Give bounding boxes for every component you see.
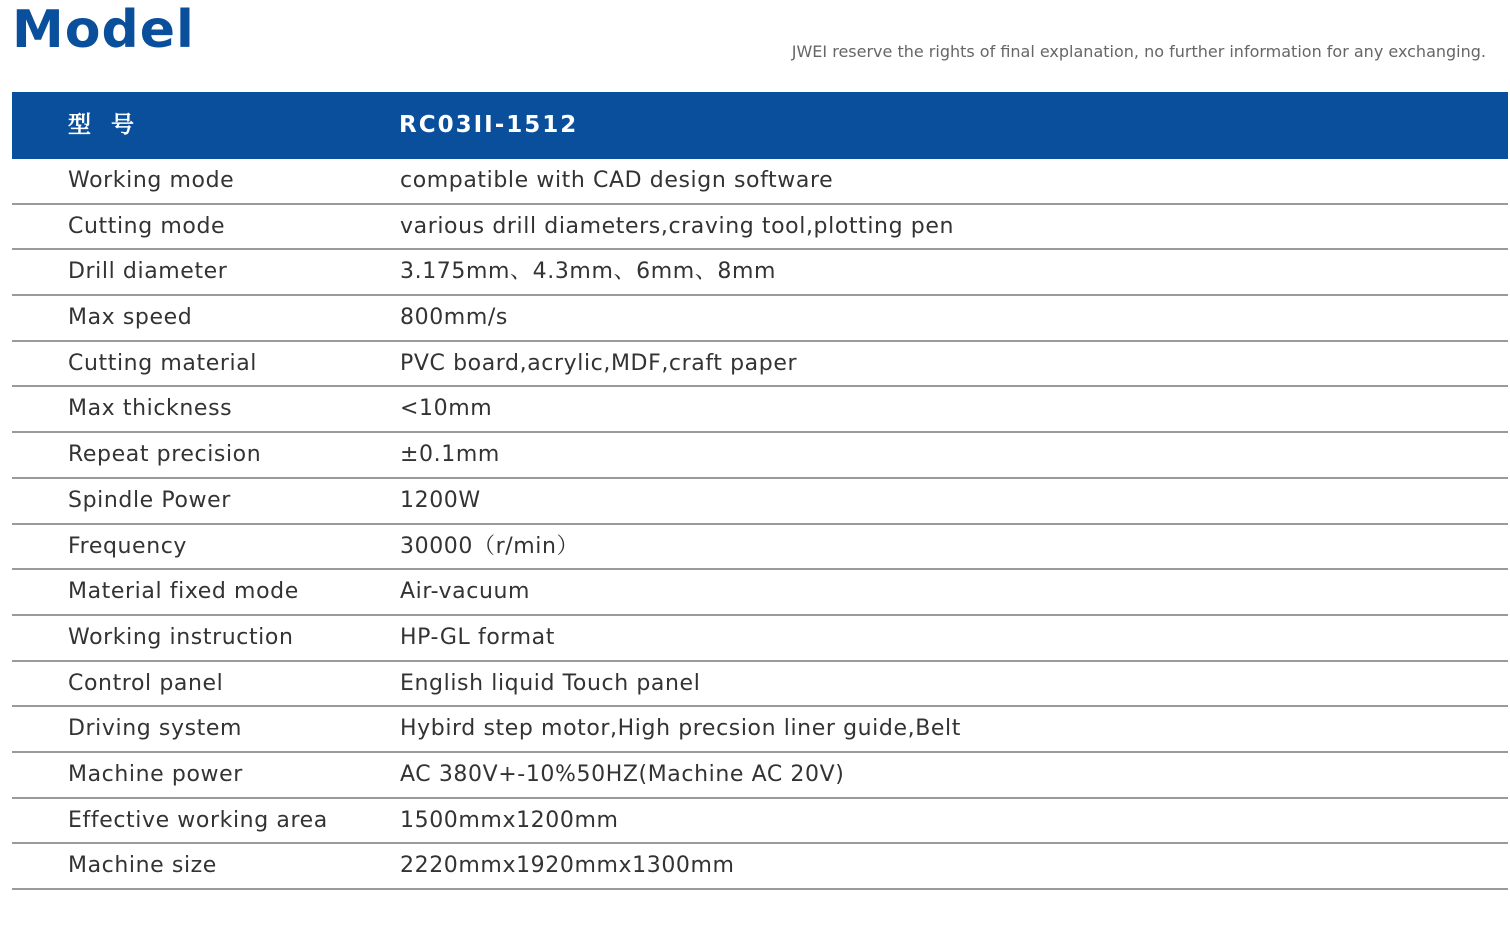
row-value: HP-GL format [400, 624, 555, 650]
row-value: PVC board,acrylic,MDF,craft paper [400, 350, 798, 376]
table-row [12, 433, 1508, 479]
table-row [12, 387, 1508, 433]
table-row [12, 159, 1508, 205]
row-label: Drill diameter [68, 259, 228, 285]
table-row [12, 844, 1508, 890]
row-value: ±0.1mm [400, 442, 500, 468]
row-value: Hybird step motor,High precsion liner guide,Belt [400, 716, 961, 742]
row-value: compatible with CAD design software [400, 168, 834, 193]
table-row [12, 799, 1508, 845]
row-value: 2220mmx1920mmx1300mm [400, 853, 735, 879]
spec-table [12, 92, 1508, 890]
disclaimer-text: JWEI reserve the rights of final explanation, no further information for any exchanging. [791, 42, 1486, 61]
row-label: Max speed [68, 305, 193, 331]
header-model-number: RC03II-1512 [399, 112, 579, 138]
row-label: Repeat precision [68, 442, 262, 468]
table-row [12, 525, 1508, 571]
row-value: 1500mmx1200mm [400, 807, 619, 833]
table-row [12, 707, 1508, 753]
row-value: AC 380V+-10%50HZ(Machine AC 20V) [400, 761, 845, 787]
row-label: Working instruction [68, 624, 294, 650]
header-label: 型 号 [68, 112, 141, 138]
row-label: Machine size [68, 853, 217, 879]
row-label: Control panel [68, 670, 224, 696]
row-value: English liquid Touch panel [400, 670, 701, 696]
row-label: Material fixed mode [68, 579, 299, 605]
row-label: Cutting material [68, 350, 257, 376]
row-value: 800mm/s [400, 305, 508, 331]
table-row [12, 616, 1508, 662]
row-value: various drill diameters,craving tool,plotting pen [400, 213, 954, 239]
table-row [12, 662, 1508, 708]
table-row [12, 342, 1508, 388]
row-value: 3.175mm、4.3mm、6mm、8mm [400, 259, 777, 285]
row-value: 30000（r/min） [400, 533, 580, 559]
table-row [12, 753, 1508, 799]
row-value: Air-vacuum [400, 579, 531, 605]
row-label: Frequency [68, 533, 188, 559]
row-label: Working mode [68, 168, 235, 193]
row-value: 1200W [400, 487, 481, 513]
row-label: Driving system [68, 716, 243, 742]
table-row [12, 250, 1508, 296]
table-row [12, 296, 1508, 342]
row-label: Spindle Power [68, 487, 231, 513]
page-title: Model [12, 0, 195, 60]
table-row [12, 205, 1508, 251]
table-row [12, 570, 1508, 616]
row-label: Cutting mode [68, 213, 226, 239]
table-row [12, 479, 1508, 525]
row-label: Machine power [68, 761, 243, 787]
row-label: Max thickness [68, 396, 233, 422]
table-header-row [12, 92, 1508, 159]
row-label: Effective working area [68, 807, 328, 833]
row-value: <10mm [400, 396, 493, 422]
